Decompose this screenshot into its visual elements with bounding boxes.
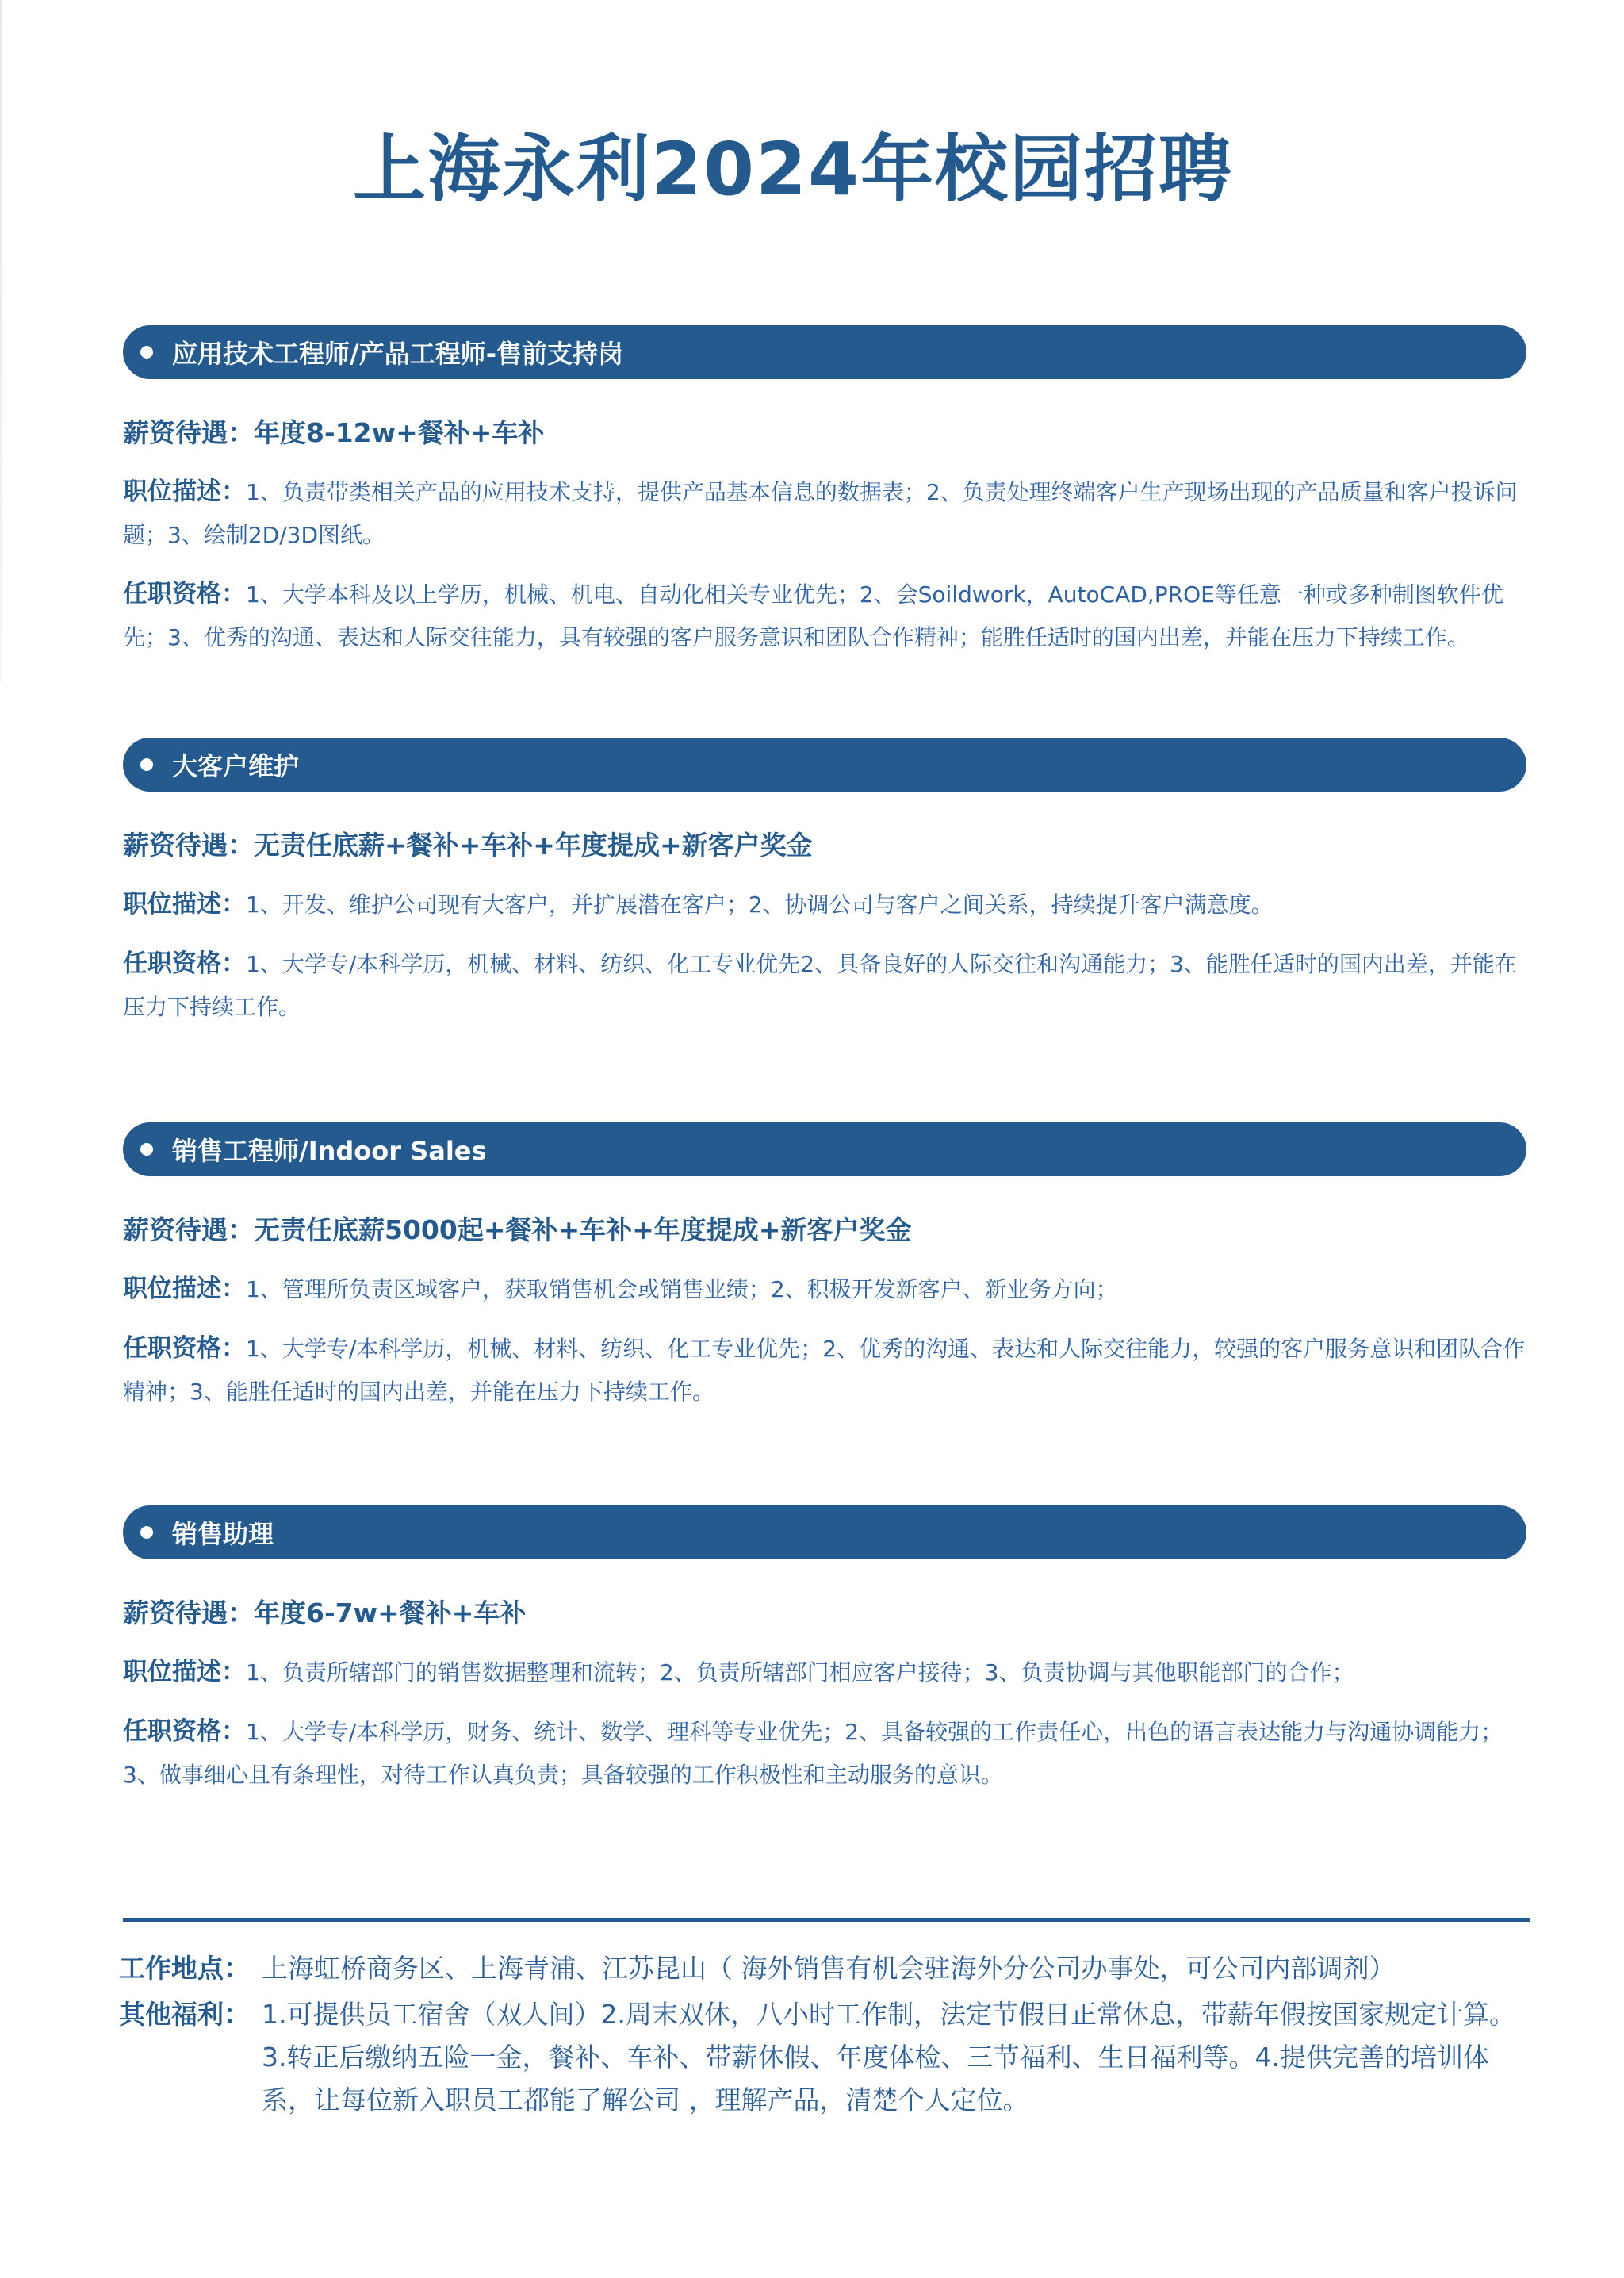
job-title-bar — [123, 1122, 1526, 1176]
salary-label: 薪资待遇： — [123, 1214, 254, 1245]
description-text: 1、开发、维护公司现有大客户，并扩展潜在客户；2、协调公司与客户之间关系，持续提升客户满意度。 — [246, 892, 1274, 918]
job-section-2 — [123, 738, 1526, 1029]
description-label: 职位描述： — [123, 1658, 246, 1686]
description-label: 职位描述： — [123, 1275, 246, 1303]
requirements-text: 1、大学专/本科学历，财务、统计、数学、理科等专业优先；2、具备较强的工作责任心，出色的语言表达能力与沟通协调能力；3、做事细心且有条理性，对待工作认真负责；具备较强的工作积极性和主动服务的意识。 — [123, 1719, 1503, 1788]
page-edge-shadow — [0, 0, 2, 682]
footer-info — [119, 1947, 1538, 2122]
requirements-label: 任职资格： — [123, 1334, 246, 1363]
job-title: 应用技术工程师/产品工程师-售前支持岗 — [172, 339, 623, 369]
job-requirements — [123, 942, 1526, 1029]
job-description — [123, 1267, 1526, 1311]
salary-value: 无责任底薪5000起+餐补+车补+年度提成+新客户奖金 — [254, 1214, 912, 1245]
salary-line — [123, 1210, 1526, 1247]
job-section-1 — [123, 325, 1526, 659]
salary-line — [123, 412, 1526, 450]
salary-value: 年度6-7w+餐补+车补 — [254, 1597, 527, 1628]
job-requirements — [123, 573, 1526, 659]
job-description — [123, 1651, 1526, 1694]
description-text: 1、管理所负责区域客户，获取销售机会或销售业绩；2、积极开发新客户、新业务方向； — [246, 1276, 1118, 1302]
work-location-row — [119, 1947, 1538, 1990]
job-requirements — [123, 1327, 1526, 1413]
job-title-bar — [123, 1505, 1526, 1559]
job-description — [123, 883, 1526, 926]
salary-label: 薪资待遇： — [123, 830, 254, 861]
job-title-bar — [123, 738, 1526, 792]
salary-line — [123, 1593, 1526, 1630]
description-label: 职位描述： — [123, 890, 246, 918]
job-title: 销售工程师/Indoor Sales — [172, 1136, 487, 1166]
requirements-text: 1、大学专/本科学历，机械、材料、纺织、化工专业优先；2、优秀的沟通、表达和人际交往能力，较强的客户服务意识和团队合作精神；3、能胜任适时的国内出差，并能在压力下持续工作。 — [123, 1336, 1526, 1405]
salary-label: 薪资待遇： — [123, 417, 254, 448]
footer-divider — [123, 1918, 1530, 1922]
description-text: 1、负责带类相关产品的应用技术支持，提供产品基本信息的数据表；2、负责处理终端客户生产现场出现的产品质量和客户投诉问题；3、绘制2D/3D图纸。 — [123, 479, 1518, 548]
location-text: 上海虹桥商务区、上海青浦、江苏昆山（ 海外销售有机会驻海外分公司办事处，可公司内部调剂） — [262, 1953, 1396, 1984]
salary-line — [123, 825, 1526, 862]
job-title: 大客户维护 — [172, 751, 300, 781]
bullet-dot-icon — [140, 346, 153, 359]
requirements-text: 1、大学本科及以上学历，机械、机电、自动化相关专业优先；2、会Soildwork，AutoCAD,PROE等任意一种或多种制图软件优先；3、优秀的沟通、表达和人际交往能力，具有较强的客户服务意识和团队合作精神；能胜任适时的国内出差，并能在压力下持续工作。 — [123, 581, 1503, 650]
page-title: 上海永利2024年校园招聘 — [352, 127, 1234, 212]
requirements-label: 任职资格： — [123, 1717, 246, 1746]
job-section-4 — [123, 1505, 1526, 1797]
description-label: 职位描述： — [123, 477, 246, 506]
job-requirements — [123, 1710, 1526, 1797]
salary-label: 薪资待遇： — [123, 1597, 254, 1628]
job-section-3 — [123, 1122, 1526, 1413]
bullet-dot-icon — [140, 1526, 153, 1539]
bullet-dot-icon — [140, 1143, 153, 1156]
job-title-bar — [123, 325, 1526, 379]
bullet-dot-icon — [140, 758, 153, 771]
benefits-row — [119, 1993, 1538, 2122]
requirements-text: 1、大学专/本科学历，机械、材料、纺织、化工专业优先2、具备良好的人际交往和沟通能力；3、能胜任适时的国内出差，并能在压力下持续工作。 — [123, 951, 1517, 1020]
benefits-text: 1.可提供员工宿舍（双人间）2.周末双休，八小时工作制，法定节假日正常休息，带薪年假按国家规定计算。3.转正后缴纳五险一金，餐补、车补、带薪休假、年度体检、三节福利、生日福利等。4.提供完善的培训体系，让每位新入职员工都能了解公司 ，理解产品，清楚个人定位。 — [262, 1999, 1515, 2115]
requirements-label: 任职资格： — [123, 949, 246, 978]
job-title: 销售助理 — [172, 1519, 274, 1549]
job-description — [123, 470, 1526, 557]
benefits-label: 其他福利： — [119, 1999, 250, 2030]
requirements-label: 任职资格： — [123, 580, 246, 608]
salary-value: 无责任底薪+餐补+车补+年度提成+新客户奖金 — [254, 830, 813, 861]
description-text: 1、负责所辖部门的销售数据整理和流转；2、负责所辖部门相应客户接待；3、负责协调与其他职能部门的合作； — [246, 1659, 1354, 1685]
salary-value: 年度8-12w+餐补+车补 — [254, 417, 545, 448]
location-label: 工作地点： — [119, 1953, 250, 1984]
